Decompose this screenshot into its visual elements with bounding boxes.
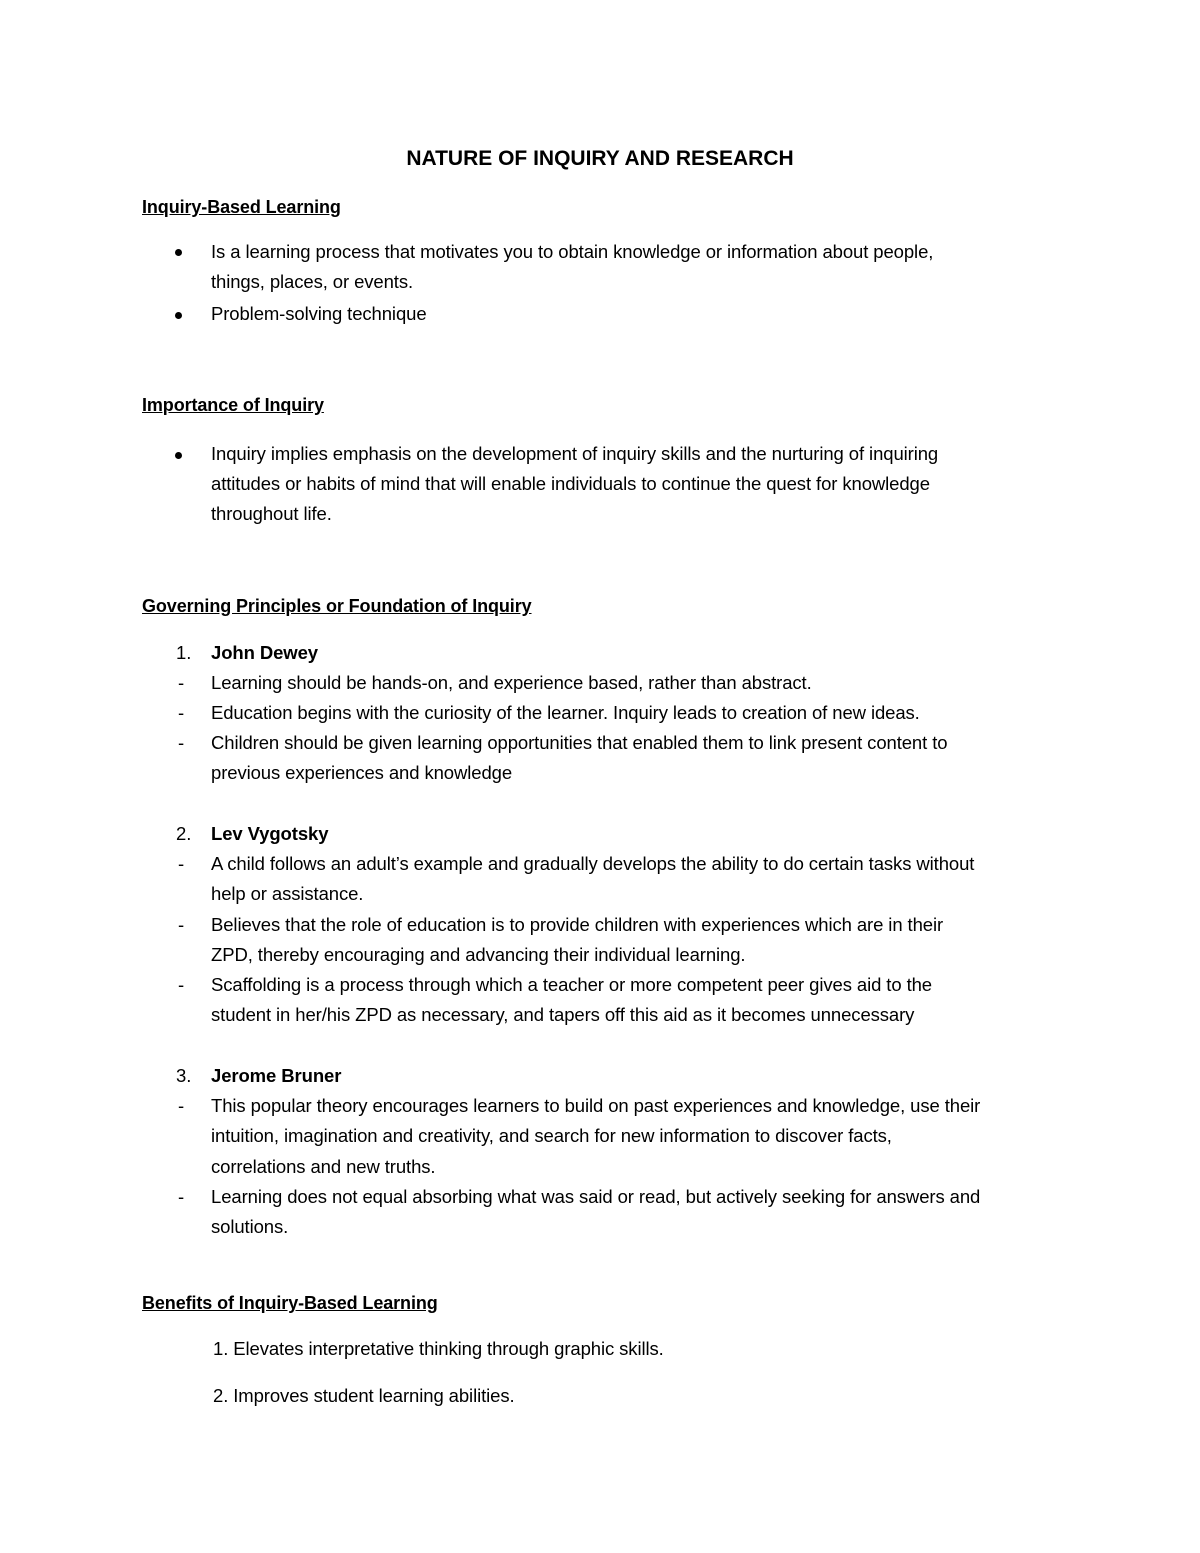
point-text-line: help or assistance.	[211, 883, 364, 904]
section-heading-benefits: Benefits of Inquiry-Based Learning	[142, 1293, 438, 1313]
point-text-line: This popular theory encourages learners to build on past experiences and knowledge, use their	[211, 1095, 981, 1116]
list-number: 3.	[176, 1065, 192, 1086]
dash-marker: -	[178, 853, 185, 874]
numbered-item: 2. Improves student learning abilities.	[213, 1385, 515, 1406]
dash-marker: -	[178, 1186, 185, 1207]
bullet-text-line: Is a learning process that motivates you to obtain knowledge or information about people,	[211, 241, 934, 262]
list-number: 2.	[176, 823, 192, 844]
bullet-text-line: things, places, or events.	[211, 271, 414, 292]
point-text-line: Education begins with the curiosity of the learner. Inquiry leads to creation of new ideas.	[211, 702, 920, 723]
dash-marker: -	[178, 1095, 185, 1116]
dash-marker: -	[178, 974, 185, 995]
dash-marker: -	[178, 702, 185, 723]
point-text-line: Children should be given learning opportunities that enabled them to link present content to	[211, 732, 948, 753]
numbered-item: 1. Elevates interpretative thinking through graphic skills.	[213, 1338, 664, 1359]
point-text-line: Learning should be hands-on, and experience based, rather than abstract.	[211, 672, 812, 693]
bullet-text-line: Inquiry implies emphasis on the development of inquiry skills and the nurturing of inquiring	[211, 443, 939, 464]
dash-marker: -	[178, 914, 185, 935]
point-text-line: A child follows an adult’s example and gradually develops the ability to do certain tasks without	[211, 853, 975, 874]
bullet-icon	[175, 249, 182, 256]
point-text-line: intuition, imagination and creativity, and search for new information to discover facts,	[211, 1125, 892, 1146]
bullet-icon	[175, 452, 182, 459]
point-text-line: previous experiences and knowledge	[211, 762, 513, 783]
list-number: 1.	[176, 642, 192, 663]
bullet-text-line: attitudes or habits of mind that will enable individuals to continue the quest for knowledge	[211, 473, 930, 494]
person-name-john-dewey: John Dewey	[211, 642, 318, 663]
point-text-line: Believes that the role of education is to provide children with experiences which are in their	[211, 914, 944, 935]
point-text-line: Learning does not equal absorbing what was said or read, but actively seeking for answers and	[211, 1186, 981, 1207]
bullet-text-line: Problem-solving technique	[211, 303, 427, 324]
section-heading-importance-of-inquiry: Importance of Inquiry	[142, 395, 324, 415]
point-text-line: student in her/his ZPD as necessary, and tapers off this aid as it becomes unnecessary	[211, 1004, 915, 1025]
point-text-line: ZPD, thereby encouraging and advancing their individual learning.	[211, 944, 746, 965]
bullet-icon	[175, 312, 182, 319]
dash-marker: -	[178, 732, 185, 753]
point-text-line: Scaffolding is a process through which a teacher or more competent peer gives aid to the	[211, 974, 932, 995]
dash-marker: -	[178, 672, 185, 693]
section-heading-inquiry-based-learning: Inquiry-Based Learning	[142, 197, 341, 217]
point-text-line: solutions.	[211, 1216, 289, 1237]
section-heading-governing-principles: Governing Principles or Foundation of Inquiry	[142, 596, 532, 616]
document-title: NATURE OF INQUIRY AND RESEARCH	[406, 147, 794, 170]
person-name-jerome-bruner: Jerome Bruner	[211, 1065, 342, 1086]
person-name-lev-vygotsky: Lev Vygotsky	[211, 823, 329, 844]
point-text-line: correlations and new truths.	[211, 1156, 436, 1177]
bullet-text-line: throughout life.	[211, 503, 332, 524]
